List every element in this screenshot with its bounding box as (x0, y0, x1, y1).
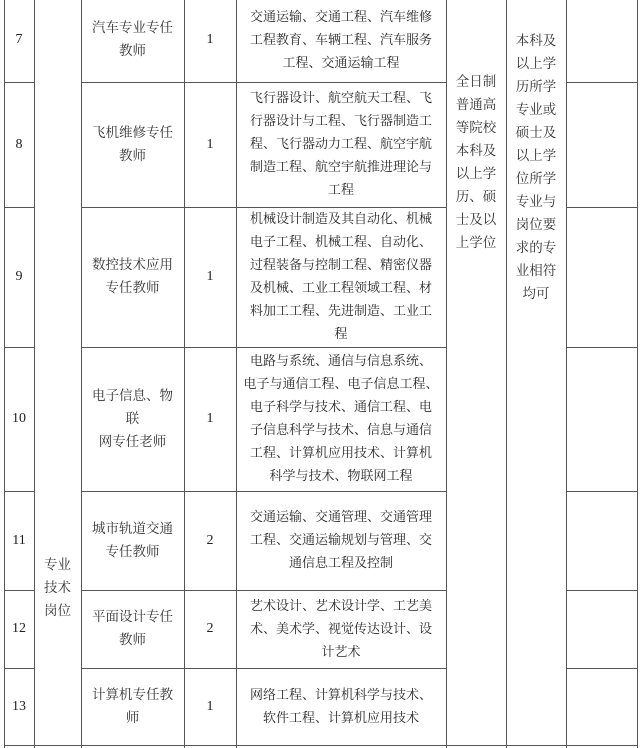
major-requirements (236, 668, 446, 745)
major-line: 程、飞行器动力工程、航空宇航 (249, 137, 432, 152)
row-number: 11 (12, 532, 26, 548)
major-requirements (236, 0, 446, 82)
major-requirements (236, 347, 446, 491)
position-line: 网专任老师 (98, 433, 167, 450)
headcount: 1 (206, 269, 214, 284)
education-line: 等院校 (455, 120, 497, 136)
row-number: 7 (15, 32, 23, 47)
major-line: 通信息工程及控制 (288, 556, 393, 571)
position-name (81, 0, 184, 82)
major-line: 工程 (327, 183, 354, 198)
major-line: 工程、交通运输规划与管理、交 (249, 533, 432, 548)
major-line: 交通运输、交通工程、汽车维修 (249, 9, 432, 25)
position-line: 平面设计专任 (92, 609, 173, 625)
education-line: 本科及 (455, 143, 497, 159)
row-number: 12 (12, 621, 26, 636)
education-line: 以上学 (455, 166, 497, 182)
major-line: 过程装备与控制工程、精密仪器 (249, 258, 432, 273)
row-divider (566, 207, 638, 208)
major-line: 电路与系统、通信与信息系统、 (249, 354, 432, 369)
major-line: 交通运输、交通管理、交通管理 (249, 510, 432, 525)
position-name (81, 207, 184, 347)
major-requirements (236, 82, 446, 207)
degree-line: 位所学 (515, 171, 557, 187)
position-line: 数控技术应用 (92, 257, 173, 273)
education-line: 历、硕 (455, 189, 497, 205)
row-divider (566, 668, 638, 669)
major-line: 电子工程、机械工程、自动化、 (249, 235, 432, 250)
headcount: 1 (206, 698, 214, 714)
row-divider (4, 745, 638, 746)
position-line: 计算机专任教 (92, 686, 173, 703)
row-number: 9 (15, 269, 23, 284)
degree-line: 硕士及 (515, 125, 557, 141)
major-line: 飞行器设计、航空航天工程、飞 (249, 91, 432, 106)
position-line: 教师 (119, 147, 146, 164)
headcount: 1 (206, 32, 214, 47)
row-number: 8 (15, 136, 23, 152)
col-divider (566, 0, 567, 748)
major-requirements (236, 207, 446, 347)
degree-line: 业相符 (515, 263, 557, 279)
major-line: 计艺术 (321, 644, 361, 660)
major-line: 程 (334, 327, 348, 342)
position-name (81, 347, 184, 491)
table-border-right (637, 0, 638, 748)
recruitment-table (4, 0, 638, 746)
education-requirement (446, 68, 506, 258)
category-line: 岗位 (44, 602, 71, 619)
degree-line: 均可 (522, 286, 550, 302)
category-line: 专业 (44, 556, 71, 573)
degree-line: 专业或 (515, 102, 557, 118)
major-line: 术、美术学、视觉传达设计、设 (249, 621, 432, 637)
position-line: 师 (125, 709, 140, 726)
row-number: 13 (12, 698, 26, 714)
row-divider (566, 491, 638, 492)
position-line: 教师 (119, 43, 146, 59)
major-line: 工程教育、车辆工程、汽车服务 (249, 32, 432, 48)
education-line: 上学位 (455, 235, 497, 251)
degree-line: 求的专 (515, 240, 557, 256)
major-line: 及机械、工业工程领域工程、材 (249, 281, 432, 296)
position-line: 专任教师 (105, 543, 160, 560)
major-line: 电子科学与技术、通信工程、电 (249, 400, 432, 415)
major-line: 艺术设计、艺术设计学、工艺美 (249, 598, 432, 614)
major-line: 制造工程、航空宇航推进理论与 (249, 160, 432, 175)
category-line: 技术 (44, 579, 71, 596)
degree-line: 专业与 (515, 194, 557, 210)
position-line: 飞机维修专任 (92, 124, 173, 141)
major-line: 机械设计制造及其自动化、机械 (249, 212, 432, 227)
degree-line: 岗位要 (515, 217, 557, 233)
position-line: 汽车专业专任 (92, 20, 173, 36)
major-line: 行器设计与工程、飞行器制造工 (249, 114, 432, 129)
row-divider (566, 347, 638, 348)
degree-major-requirement (506, 28, 566, 308)
major-line: 子信息科学与技术、信息与通信 (249, 423, 432, 438)
headcount: 1 (206, 136, 214, 152)
major-line: 工程、计算机应用技术、计算机 (249, 446, 432, 461)
major-line: 科学与技术、物联网工程 (269, 469, 413, 484)
position-line: 教师 (119, 632, 146, 648)
major-line: 网络工程、计算机科学与技术、 (249, 687, 432, 703)
position-name (81, 668, 184, 745)
position-line: 电子信息、物联 (92, 387, 173, 427)
position-name (81, 82, 184, 207)
position-category (34, 548, 81, 628)
major-requirements (236, 590, 446, 668)
position-name (81, 491, 184, 590)
degree-line: 历所学 (515, 79, 557, 95)
headcount: 1 (206, 411, 214, 426)
position-name (81, 590, 184, 668)
major-line: 电子与通信工程、电子信息工程、 (243, 377, 439, 392)
row-number: 10 (12, 411, 26, 426)
major-line: 料加工工程、先进制造、工业工 (249, 304, 432, 319)
education-line: 全日制 (455, 74, 497, 90)
row-divider (566, 590, 638, 591)
headcount: 2 (206, 621, 214, 636)
degree-line: 以上学 (515, 148, 557, 164)
col-divider (34, 0, 35, 748)
education-line: 士及以 (455, 212, 497, 228)
position-line: 城市轨道交通 (92, 520, 173, 537)
major-line: 工程、交通运输工程 (282, 55, 400, 71)
row-divider (566, 82, 638, 83)
major-requirements (236, 491, 446, 590)
headcount: 2 (206, 532, 214, 548)
major-line: 软件工程、计算机应用技术 (262, 710, 419, 726)
degree-line: 以上学 (515, 56, 557, 72)
position-line: 专任教师 (105, 280, 160, 296)
degree-line: 本科及 (515, 33, 557, 49)
education-line: 普通高 (455, 97, 497, 113)
